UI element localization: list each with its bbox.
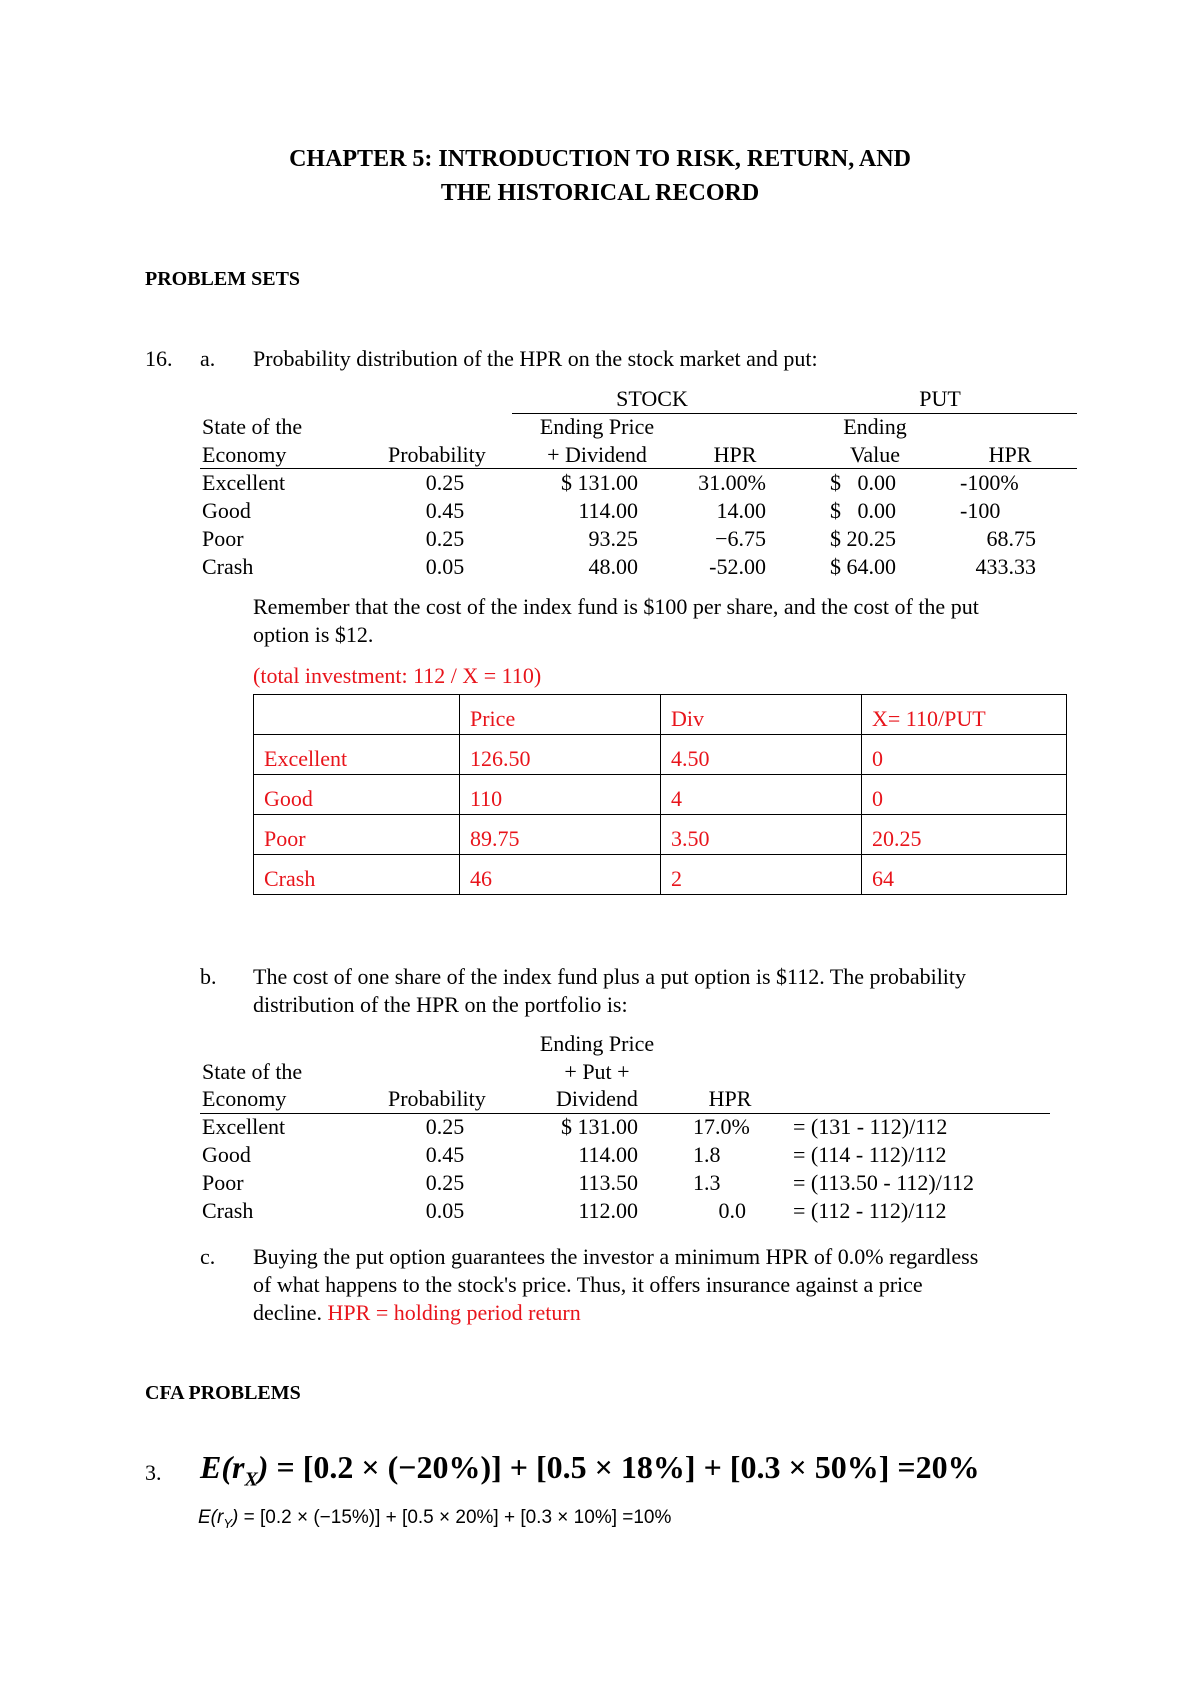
header-state-1: State of the xyxy=(202,1059,303,1084)
part-c-text-1: Buying the put option guarantees the investor a minimum HPR of 0.0% regardless xyxy=(253,1244,979,1269)
eq-y-lhs: $E(r_Y)$ xyxy=(198,1507,239,1531)
row-price: 114.00 xyxy=(578,1142,638,1167)
row-prob: 0.25 xyxy=(425,1170,465,1195)
row-hpr: 14.00 xyxy=(716,498,766,523)
table-cell: 89.75 xyxy=(460,815,661,855)
part-c-letter: c. xyxy=(200,1244,216,1269)
row-prob: 0.45 xyxy=(425,498,465,523)
header-state-2: Economy xyxy=(202,1086,287,1111)
row-price: 112.00 xyxy=(578,1198,638,1223)
page-title: CHAPTER 5: INTRODUCTION TO RISK, RETURN, AND xyxy=(289,146,911,172)
table-cell: 4.50 xyxy=(661,735,862,775)
table-cell: Price xyxy=(460,695,661,735)
header-price-1: Ending Price xyxy=(539,1031,655,1056)
table-cell: Good xyxy=(254,775,460,815)
table-cell: 110 xyxy=(460,775,661,815)
hpr-definition: HPR = holding period return xyxy=(327,1300,581,1325)
header-state-2: Economy xyxy=(202,442,287,467)
row-price: 114.00 xyxy=(578,498,638,523)
group-stock: STOCK xyxy=(616,386,688,411)
eq-y-rhs: = [0.2 × (−15%)] + [0.5 × 20%] + [0.3 × 10%] =10% xyxy=(238,1507,672,1528)
table-cell: 3.50 xyxy=(661,815,862,855)
part-b-letter: b. xyxy=(200,964,217,989)
header-probability: Probability xyxy=(388,1086,486,1111)
table-row xyxy=(254,735,1067,775)
part-b-text-1: The cost of one share of the index fund plus a put option is $112. The probability xyxy=(253,964,967,989)
table-cell: X= 110/PUT xyxy=(862,695,1067,735)
part-a-letter: a. xyxy=(200,346,216,371)
header-hpr-stock: HPR xyxy=(713,442,757,467)
row-state: Crash xyxy=(202,1198,254,1223)
row-calc: = (114 - 112)/112 xyxy=(793,1142,947,1167)
header-price-2: + Put + xyxy=(564,1059,630,1084)
table-cell: 46 xyxy=(460,855,661,895)
red-table xyxy=(253,694,1067,895)
expected-return-x xyxy=(200,1449,980,1491)
row-calc: = (113.50 - 112)/112 xyxy=(793,1170,975,1195)
row-price: $ 131.00 xyxy=(561,1114,638,1139)
row-value: $ 0.00 xyxy=(830,470,896,495)
table-cell: 4 xyxy=(661,775,862,815)
eq-x-rhs: = [0.2 × (−20%)] + [0.5 × 18%] + [0.3 × 50%] =20% xyxy=(268,1449,980,1485)
header-price-1: Ending Price xyxy=(539,414,655,439)
remember-text-1: Remember that the cost of the index fund is $100 per share, and the cost of the put xyxy=(253,594,979,619)
row-state: Good xyxy=(202,1142,251,1167)
row-prob: 0.25 xyxy=(425,1114,465,1139)
eq-x-lhs: $E(r_X)$ xyxy=(200,1449,269,1491)
row-prob: 0.05 xyxy=(425,1198,465,1223)
table-cell: Poor xyxy=(254,815,460,855)
problem-number: 16. xyxy=(145,346,173,371)
header-value-1: Ending xyxy=(843,414,907,439)
header-rule xyxy=(200,468,1077,469)
part-c-text-3-main: decline. xyxy=(253,1300,323,1325)
table-row xyxy=(254,775,1067,815)
row-price: 48.00 xyxy=(588,554,638,579)
section-heading-problem-sets: PROBLEM SETS xyxy=(145,268,301,290)
header-value-2: Value xyxy=(849,442,901,467)
row-price: 113.50 xyxy=(578,1170,638,1195)
total-investment-note: (total investment: 112 / X = 110) xyxy=(253,663,542,688)
row-put-hpr: 433.33 xyxy=(975,554,1036,579)
part-c-text-2: of what happens to the stock's price. Thus, it offers insurance against a price xyxy=(253,1272,923,1297)
row-prob: 0.25 xyxy=(425,470,465,495)
header-probability: Probability xyxy=(388,442,486,467)
row-prob: 0.25 xyxy=(425,526,465,551)
row-put-hpr: 68.75 xyxy=(986,526,1036,551)
table-cell: Excellent xyxy=(254,735,460,775)
row-hpr: 1.3 xyxy=(693,1170,721,1195)
part-c-text-3 xyxy=(253,1300,581,1326)
table-cell xyxy=(254,695,460,735)
row-state: Poor xyxy=(202,1170,244,1195)
row-put-hpr: -100% xyxy=(960,470,1019,495)
remember-text-2: option is $12. xyxy=(253,622,374,647)
table-cell: 0 xyxy=(862,775,1067,815)
part-b-text-2: distribution of the HPR on the portfolio is: xyxy=(253,992,628,1017)
row-price: $ 131.00 xyxy=(561,470,638,495)
header-hpr: HPR xyxy=(708,1086,752,1111)
cfa-problem-number: 3. xyxy=(145,1460,162,1485)
row-state: Crash xyxy=(202,554,254,579)
row-state: Poor xyxy=(202,526,244,551)
expected-return-y xyxy=(198,1507,671,1531)
table-cell: 20.25 xyxy=(862,815,1067,855)
row-calc: = (112 - 112)/112 xyxy=(793,1198,947,1223)
row-value: $ 64.00 xyxy=(830,554,896,579)
group-put: PUT xyxy=(919,386,961,411)
row-prob: 0.45 xyxy=(425,1142,465,1167)
row-hpr: −6.75 xyxy=(715,526,766,551)
header-price-3: Dividend xyxy=(556,1086,638,1111)
table-cell: Div xyxy=(661,695,862,735)
table-cell: 2 xyxy=(661,855,862,895)
row-state: Excellent xyxy=(202,1114,286,1139)
row-hpr: 0.0 xyxy=(718,1198,746,1223)
row-state: Excellent xyxy=(202,470,286,495)
section-heading-cfa: CFA PROBLEMS xyxy=(145,1382,301,1404)
row-hpr: 17.0% xyxy=(693,1114,750,1139)
row-put-hpr: -100 xyxy=(960,498,1001,523)
header-state-1: State of the xyxy=(202,414,303,439)
row-prob: 0.05 xyxy=(425,554,465,579)
row-hpr: 31.00% xyxy=(698,470,766,495)
page-title-line2: THE HISTORICAL RECORD xyxy=(440,180,760,206)
table-row xyxy=(254,815,1067,855)
table-cell: Crash xyxy=(254,855,460,895)
header-hpr-put: HPR xyxy=(988,442,1032,467)
header-price-2: + Dividend xyxy=(547,442,647,467)
table-row xyxy=(254,855,1067,895)
table-row xyxy=(254,695,1067,735)
row-state: Good xyxy=(202,498,251,523)
row-value: $ 20.25 xyxy=(830,526,896,551)
row-value: $ 0.00 xyxy=(830,498,896,523)
row-price: 93.25 xyxy=(588,526,638,551)
part-a-text: Probability distribution of the HPR on the stock market and put: xyxy=(253,346,818,371)
row-hpr: -52.00 xyxy=(709,554,766,579)
table-cell: 126.50 xyxy=(460,735,661,775)
row-hpr: 1.8 xyxy=(693,1142,721,1167)
row-calc: = (131 - 112)/112 xyxy=(793,1114,948,1139)
table-cell: 64 xyxy=(862,855,1067,895)
table-cell: 0 xyxy=(862,735,1067,775)
